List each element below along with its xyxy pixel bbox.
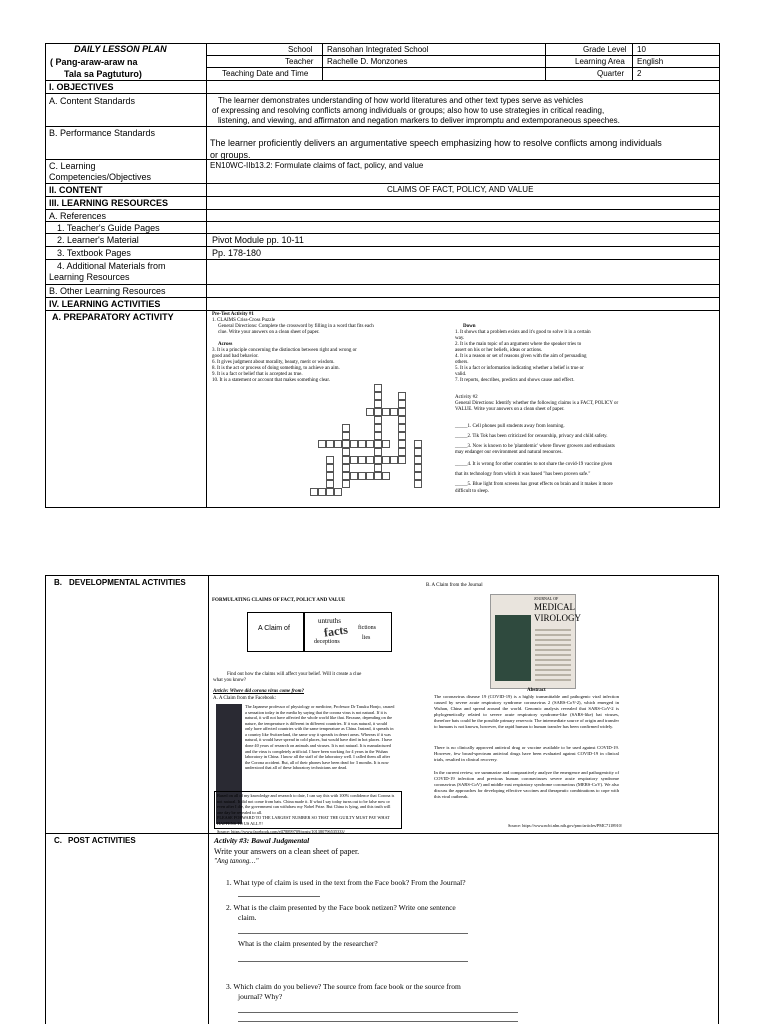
learner-material-value: Pivot Module pp. 10-11 (212, 235, 304, 245)
pretest-clue: way. (455, 336, 465, 341)
crossword-cell (374, 408, 382, 416)
post-text: POST ACTIVITIES (68, 836, 136, 845)
pretest-clue: 10. It is a statement or account that makes something clear. (212, 378, 331, 383)
crossword-cell (326, 440, 334, 448)
plan-subtitle-1: ( Pang-araw-araw na (50, 57, 138, 67)
activity-2-item: _____4. It is wrong for other countries to not share the covid-19 vaccine given (455, 462, 613, 467)
crossword-cell (414, 448, 422, 456)
facebook-claim-text-2: Based on all of my knowledge and research to date, I can say this with 100% confidence that Corona is not natural. It did not come from bats. China made it. If what I say today turns out to be false now or even after I die, the government can withdraw my Nobel Prize. But China is lying, and this truth will one day be revealed to all. (217, 793, 395, 815)
plan-title: DAILY LESSON PLAN (74, 44, 167, 54)
activity-2-directions: General Directions: Identify whether the following claims is a FACT, POLICY or (455, 401, 619, 406)
journal-of-label: JOURNAL OF (534, 596, 559, 601)
journal-title-1: MEDICAL (534, 602, 575, 612)
crossword-cell (342, 448, 350, 456)
abstract-text-3: In the current review, we summarize and comparatively analyze the emergence and pathogenicity of COVID-19 infection and previous human coronaviruses severe acute respiratory syndrome coronavirus (SARS-CoV) and middle east respiratory syndrome coronavirus (MERS-CoV). We also discuss the approaches for developing effective vaccines and therapeutic combinations to cope with this viral outbreak. (434, 770, 619, 799)
performance-line-2: or groups. (210, 150, 251, 160)
content-standards-label: A. Content Standards (49, 96, 136, 106)
guide-pages-label: 1. Teacher's Guide Pages (57, 223, 160, 233)
crossword-cell (366, 440, 374, 448)
additional-materials-label-2: Learning Resources (49, 272, 130, 282)
pretest-clue: good and bad behavior. (212, 354, 259, 359)
crossword-cell (366, 408, 374, 416)
crossword-cell (374, 400, 382, 408)
crossword-cell (390, 408, 398, 416)
crossword-cell (374, 448, 382, 456)
abstract-text-2: There is no clinically approved antiviral drug or vaccine available to be used against COVID-19. However, few broad-spectrum antiviral drugs have been evaluated against COVID-19 in clinical trials, resulted in clinical recovery. (434, 745, 619, 762)
abstract-heading: Abstract (527, 688, 546, 693)
pretest-clue: 9. It is a fact or belief that is accepted as true. (212, 372, 303, 377)
crossword-cell (382, 440, 390, 448)
crossword-cell (326, 464, 334, 472)
word-deceptions: deceptions (314, 639, 340, 645)
post-label: C. (54, 836, 62, 845)
date-label: Teaching Date and Time (222, 69, 309, 78)
textbook-label: 3. Textbook Pages (57, 248, 131, 258)
crossword-cell (326, 456, 334, 464)
crossword-cell (414, 480, 422, 488)
crossword-cell (374, 392, 382, 400)
objectives-heading: I. OBJECTIVES (49, 82, 114, 92)
crossword-cell (334, 440, 342, 448)
crossword-cell (318, 488, 326, 496)
crossword-cell (326, 480, 334, 488)
crossword-cell (374, 432, 382, 440)
content-standards-line-1: The learner demonstrates understanding of how world literatures and other text types serve as vehicles (218, 96, 584, 105)
developmental-heading: FORMULATING CLAIMS OF FACT, POLICY AND VALUE (212, 598, 346, 603)
crossword-cell (350, 456, 358, 464)
pretest-down-heading: Down (463, 324, 476, 329)
grade-label: Grade Level (583, 45, 627, 54)
crossword-cell (398, 448, 406, 456)
crossword-cell (374, 456, 382, 464)
content-value: CLAIMS OF FACT, POLICY, AND VALUE (387, 185, 534, 194)
journal-cover-contents (535, 629, 571, 681)
crossword-cell (342, 464, 350, 472)
activity-2-item: may endanger our environment and natural resources. (455, 450, 563, 455)
intro-line-2: what you know? (213, 678, 247, 683)
area-value: English (637, 57, 664, 66)
crossword-cell (342, 424, 350, 432)
activity-2-item: _____3. Now is known to be 'plantdemic' where flower growers and enthusiasts (455, 444, 615, 449)
school-value: Ransohan Integrated School (327, 45, 429, 54)
school-label: School (288, 45, 313, 54)
pretest-title: Pre-Test Activity #1 (212, 312, 254, 317)
word-lies: lies (362, 635, 371, 641)
other-resources-label: B. Other Learning Resources (49, 286, 166, 296)
crossword-cell (342, 472, 350, 480)
crossword-cell (414, 472, 422, 480)
pretest-clue: valid. (455, 372, 467, 377)
crossword-cell (350, 440, 358, 448)
pretest-line: General Directions: Complete the crossword by filling in a word that fits each (218, 324, 374, 329)
content-standards-line-2: of expressing and resolving conflicts among individuals or groups; also how to use strategies in critical reading, (212, 106, 605, 115)
facebook-source: Source: https://www.facebook.com/ell78899709/posts/101380796535333/ (217, 829, 345, 834)
crossword-cell (374, 384, 382, 392)
quarter-value: 2 (637, 69, 642, 78)
activity-2-item: _____1. Cell phones pull students away from learning. (455, 424, 565, 429)
crossword-cell (342, 480, 350, 488)
crossword-cell (398, 416, 406, 424)
word-untruths: untruths (318, 617, 341, 625)
teacher-value: Rachelle D. Monzones (327, 57, 408, 66)
activity-3-title: Activity #3: Bawal Judgmental (214, 836, 310, 845)
journal-title-2: VIROLOGY (534, 613, 581, 623)
intro-line-1: Find out how the claims will affect your belief. Will it create a clue (227, 672, 362, 677)
pretest-line: clue. Write your answers on a clean sheet of paper. (218, 330, 320, 335)
crossword-cell (374, 416, 382, 424)
crossword-cell (414, 456, 422, 464)
claim-box (247, 612, 305, 652)
quarter-label: Quarter (597, 69, 625, 78)
journal-claim-label: B. A Claim from the Journal (426, 583, 483, 588)
pretest-clue: assert on his or her beliefs, ideas or actions. (455, 348, 543, 353)
pretest-line: 1. CLAIMS Criss-Cross Puzzle (212, 318, 276, 323)
resources-heading: III. LEARNING RESOURCES (49, 198, 169, 208)
teacher-label: Teacher (285, 57, 314, 66)
article-title: Article: Where did corona virus come from? (213, 689, 305, 694)
pretest-clue: 3. It is a principle concerning the distinction between right and wrong or (212, 348, 357, 353)
question-2-researcher: What is the claim presented by the researcher? (238, 939, 378, 948)
question-2: 2. What is the claim presented by the Face book netizen? Write one sentence (226, 903, 456, 912)
performance-line-1: The learner proficiently delivers an argumentative speech emphasizing how to resolve conflicts among individuals (210, 138, 662, 148)
textbook-value: Pp. 178-180 (212, 248, 262, 258)
question-2-continued: claim. (238, 913, 257, 922)
preparatory-label: A. PREPARATORY ACTIVITY (52, 312, 174, 322)
area-label: Learning Area (575, 57, 625, 66)
activity-3-prompt: "Ang tanong…" (214, 857, 259, 865)
crossword-cell (358, 456, 366, 464)
activity-2-directions: VALUE. Write your answers on a clean sheet of paper. (455, 407, 565, 412)
facebook-claim-box (214, 791, 402, 829)
activities-heading: IV. LEARNING ACTIVITIES (49, 299, 161, 309)
pretest-clue: others. (455, 360, 469, 365)
pretest-clue: 2. It is the main topic of an argument where the speaker tries to (455, 342, 582, 347)
crossword-cell (374, 440, 382, 448)
abstract-text: The coronavirus disease 19 (COVID-19) is a highly transmittable and pathogenic viral infection caused by severe acute respiratory syndrome coronavirus 2 (SARS-CoV-2), which emerged in Wuhan, China and spread around the world. Genomic analysis revealed that SARS-CoV-2 is phylogenetically related to severe acute respiratory syndrome-like (SARS-like) bat viruses, therefore bats could be the possible primary reservoir. The intermediate source of origin and transfer to humans is not known, however, the rapid human to human transfer has been confirmed widely. (434, 694, 619, 729)
crossword-cell (350, 472, 358, 480)
grade-value: 10 (637, 45, 646, 54)
plan-subtitle-2: Tala sa Pagtuturo) (64, 69, 142, 79)
crossword-cell (342, 432, 350, 440)
content-standards-line-3: listening, and viewing, and affirmaton and negation markers to deliver impromptu and extemporaneous speeches. (218, 116, 620, 125)
crossword-cell (334, 488, 342, 496)
crossword-cell (398, 424, 406, 432)
crossword-cell (374, 472, 382, 480)
learner-material-label: 2. Learner's Material (57, 235, 139, 245)
crossword-cell (342, 440, 350, 448)
pretest-clue: 7. It reports, describes, predicts and shows cause and effect. (455, 378, 575, 383)
crossword-cell (398, 440, 406, 448)
competencies-label-2: Competencies/Objectives (49, 172, 152, 182)
journal-cover-image (495, 615, 531, 681)
facebook-claim-label: A. A Claim from the Facebook: (213, 696, 277, 701)
word-fictions: fictions (358, 625, 376, 631)
journal-source: Source: https://www.ncbi.nlm.nih.gov/pmc/articles/PMC7118910/ (508, 823, 623, 828)
question-3-continued: journal? Why? (238, 992, 283, 1001)
developmental-label: B. (54, 578, 62, 587)
crossword-cell (414, 440, 422, 448)
crossword-cell (326, 488, 334, 496)
crossword-cell (366, 472, 374, 480)
crossword-cell (414, 464, 422, 472)
additional-materials-label-1: 4. Additional Materials from (57, 261, 166, 271)
content-heading: II. CONTENT (49, 185, 103, 195)
journal-cover (490, 594, 581, 689)
question-3: 3. Which claim do you believe? The source from face book or the source from (226, 982, 461, 991)
references-label: A. References (49, 211, 107, 221)
activity-2-item: that its technology from which it was based "has been proven safe." (455, 472, 591, 477)
word-cloud (303, 612, 392, 652)
crossword-cell (358, 472, 366, 480)
activity-2-title: Activity #2 (455, 395, 478, 400)
crossword-cell (390, 456, 398, 464)
competencies-label-1: C. Learning (49, 161, 96, 171)
performance-standards-label: B. Performance Standards (49, 128, 156, 138)
crossword-cell (358, 440, 366, 448)
activity-2-item: _____5. Blue light from screens has great effects on brain and it makes it more (455, 482, 613, 487)
crossword-cell (310, 488, 318, 496)
crossword-cell (398, 400, 406, 408)
pretest-clue: 8. It is the act or process of doing something, to achieve an aim. (212, 366, 340, 371)
pretest-clue: 5. It is a fact or information indicating whether a belief is true or (455, 366, 584, 371)
crossword-cell (374, 464, 382, 472)
crossword-cell (382, 408, 390, 416)
claim-box-label: A Claim of (258, 625, 290, 632)
crossword-cell (398, 392, 406, 400)
crossword-cell (398, 432, 406, 440)
pretest-clue: 1. It shows that a problem exists and it's good to solve it in a certain (455, 330, 591, 335)
crossword-cell (374, 424, 382, 432)
crossword-cell (398, 408, 406, 416)
crossword-cell (342, 456, 350, 464)
question-1: 1. What type of claim is used in the text from the Face book? From the Journal? (226, 878, 466, 887)
crossword-cell (366, 456, 374, 464)
crossword-cell (382, 456, 390, 464)
facebook-claim-text: The Japanese professor of physiology or medicine, Professor Dr Tasuku Honjo, caused a sensation today in the media by saying that the corona virus is not natural. If it is natural, it will not have affected the whole world like that. Because, depending on the nature, the temperature is different in different countries. If it was natural, it would only have affected countries with the same temperature as China. Instead, it spreads in a country like Switzerland, the same way it spreads in desert areas. Whereas if it was natural, it would have spread in cold places, but would have died in hot places. I have done 40 years of research on animals and viruses. It is not natural. It is manufactured and the virus is completely artificial. I have been working for 4 years in the Wuhan laboratory in China. I know all the staff of the laboratory well. I called them all after the Corona accident. But, all of their phones have been dead for 3 months. It is now understood that all of these laboratory technicians are dead. (245, 704, 395, 771)
pretest-clue: 4. It is a reason or set of reasons given with the aim of persuading (455, 354, 587, 359)
crossword-cell (326, 472, 334, 480)
pretest-across-heading: Across (218, 342, 233, 347)
crossword-cell (398, 456, 406, 464)
crossword-cell (318, 440, 326, 448)
competencies-value: EN10WC-IIb13.2: Formulate claims of fact, policy, and value (210, 161, 424, 170)
crossword-cell (382, 472, 390, 480)
pretest-clue: 6. It gives judgment about morality, beauty, merit or wisdom. (212, 360, 335, 365)
activity-2-item: _____2. Tik Tok has been criticized for censorship, privacy and child safety. (455, 434, 608, 439)
activity-2-item: difficult to sleep. (455, 489, 489, 494)
facebook-claim-text-3: PLEASE FORWARD TO THE LARGEST NUMBER SO THAT THE GUILTY MUST PAY WHAT HAPPENS TO US ALL!!! (217, 815, 390, 826)
word-facts: facts (323, 622, 349, 640)
developmental-text: DEVELOPMENTAL ACTIVITIES (69, 578, 186, 587)
activity-3-directions: Write your answers on a clean sheet of paper. (214, 847, 360, 856)
